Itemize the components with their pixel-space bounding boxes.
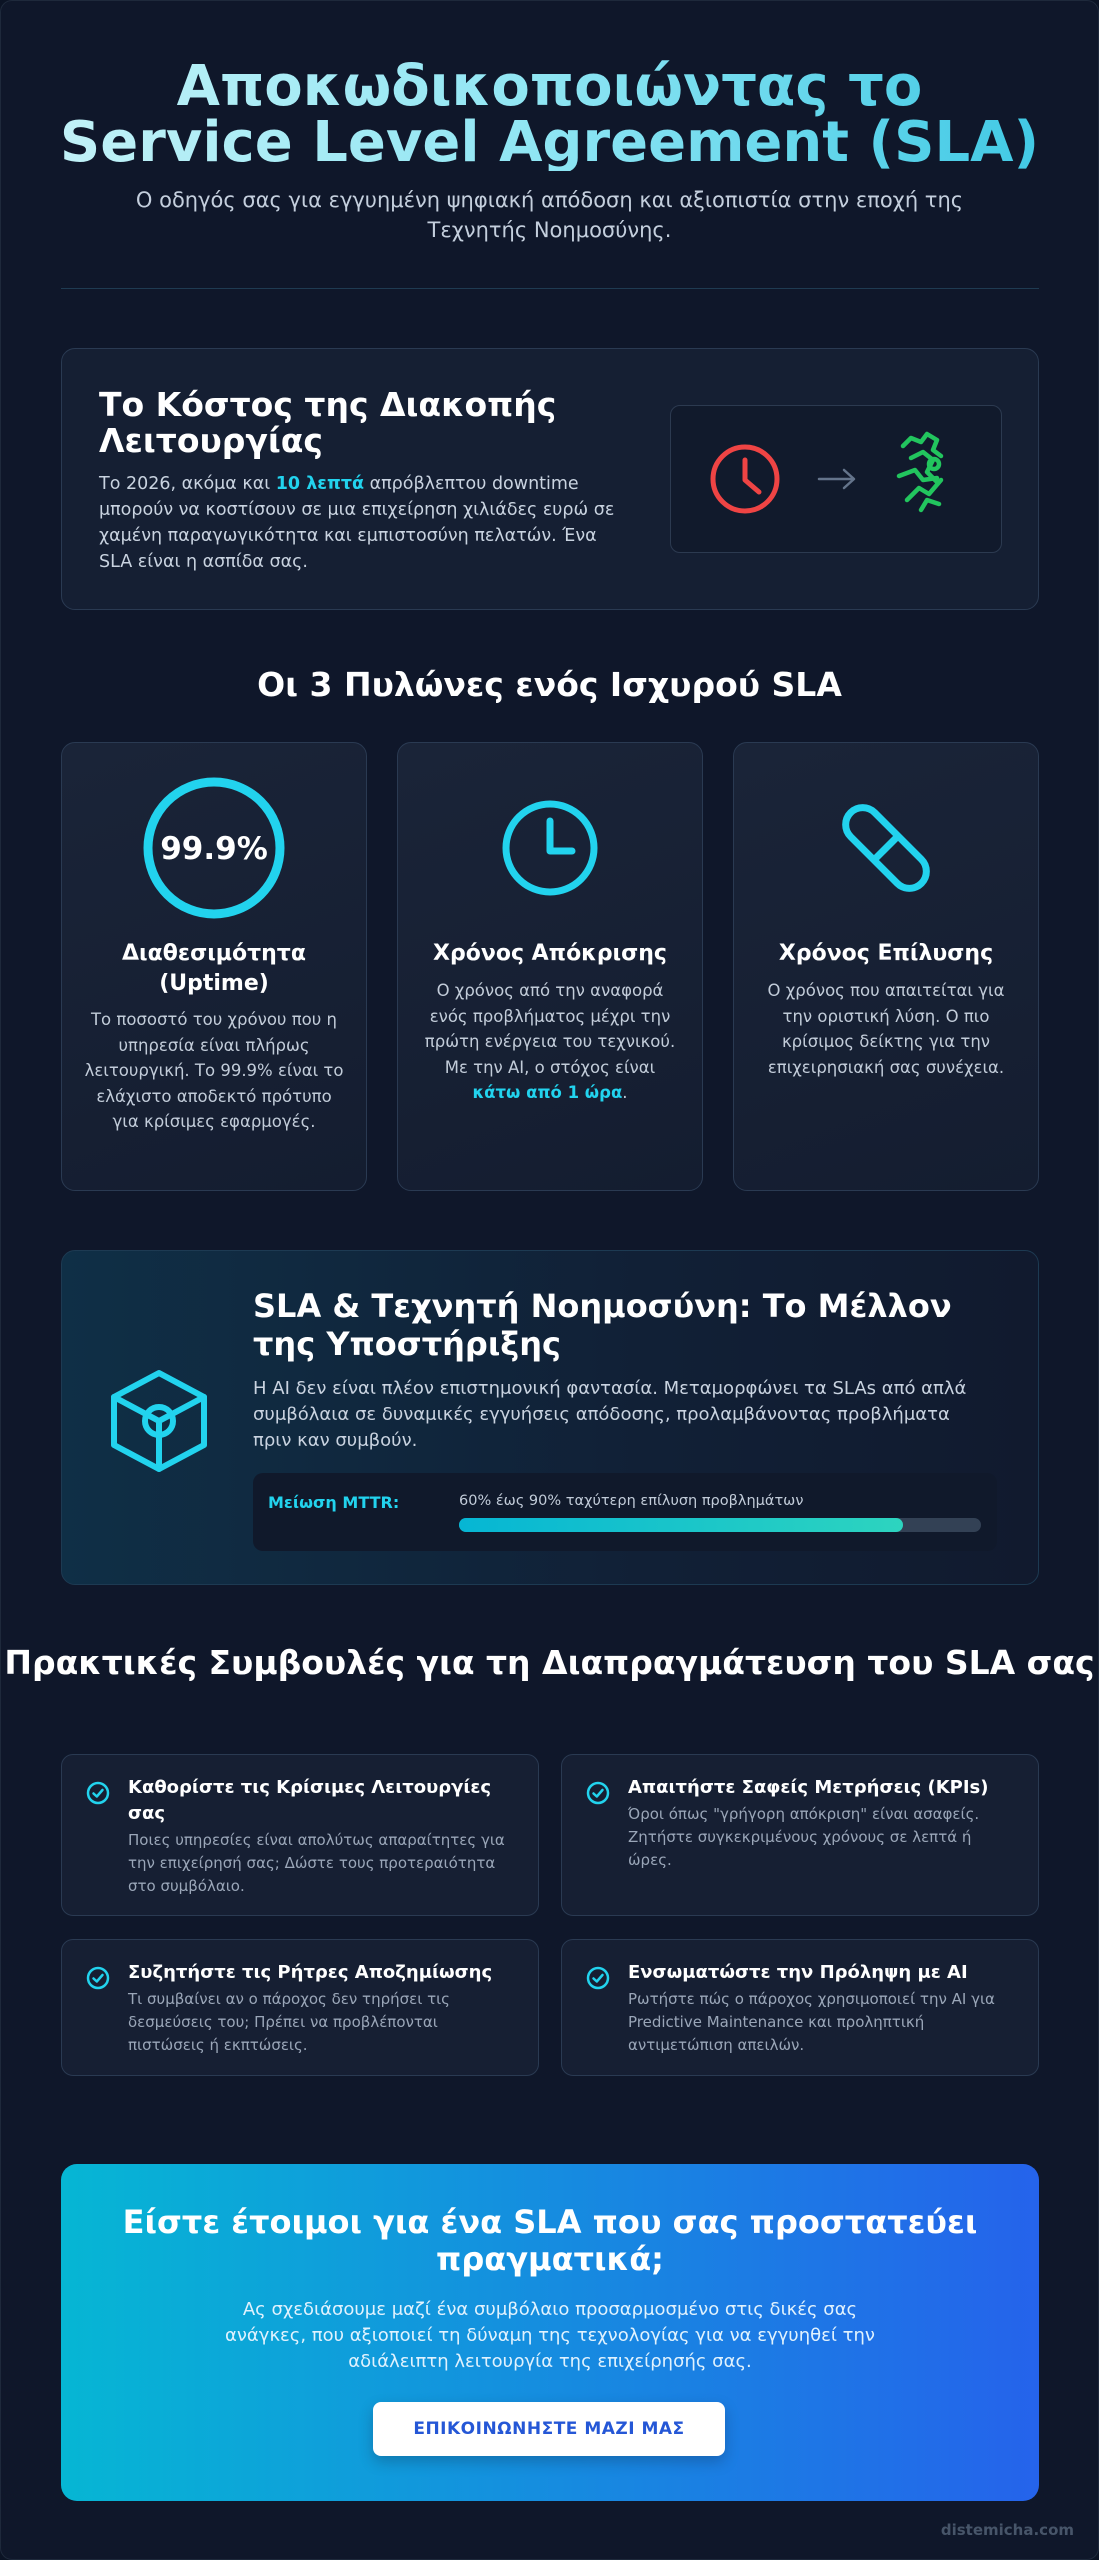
mttr-metric [253, 1473, 997, 1551]
uptime-badge-value: 99.9% [160, 831, 268, 867]
check-circle-icon [586, 1781, 610, 1805]
tip-text: Ποιες υπηρεσίες είναι απολύτως απαραίτητες για την επιχείρησή σας; Δώστε τους προτεραιότητα στο συμβόλαιο. [128, 1831, 505, 1895]
page-title-line-2: Service Level Agreement (SLA) [59, 110, 1040, 175]
tip-title: Καθορίστε τις Κρίσιμες Λειτουργίες σας [128, 1777, 492, 1824]
pillars-title: Οι 3 Πυλώνες ενός Ισχυρού SLA [257, 665, 842, 704]
mttr-progress-fill [459, 1518, 903, 1532]
tip-text: Ρωτήστε πώς ο πάροχος χρησιμοποιεί την AI για Predictive Maintenance και προληπτική αντιμετώπιση απειλών. [628, 1990, 995, 2054]
pillar-title-response-time: Χρόνος Απόκρισης [433, 941, 667, 966]
downtime-cost-text-suffix: απρόβλεπτου downtime μπορούν να κοστίσουν σε μια επιχείρηση χιλιάδες ευρώ σε χαμένη παραγωγικότητα και εμπιστοσύνη πελατών. Ένα SLA είναι η ασπίδα σας. [99, 474, 615, 572]
response-time-text-prefix: Ο χρόνος από την αναφορά ενός προβλήματος μέχρι την πρώτη ενέργεια του τεχνικού. Με την AI, ο στόχος είναι [424, 981, 676, 1077]
tip-card-critical-functions [61, 1754, 539, 1916]
downtime-cost-highlight: 10 λεπτά [275, 474, 365, 494]
tip-title: Απαιτήστε Σαφείς Μετρήσεις (KPIs) [628, 1777, 989, 1798]
ai-cube-icon [104, 1365, 214, 1475]
pillar-title-resolution-time: Χρόνος Επίλυσης [778, 941, 994, 966]
ai-support-card [61, 1250, 1039, 1585]
downtime-cost-title: Το Κόστος της Διακοπής Λειτουργίας [99, 385, 557, 460]
pillar-card-uptime [61, 742, 367, 1191]
response-time-highlight: κάτω από 1 ώρα [472, 1083, 623, 1102]
uptime-ring-icon [62, 775, 366, 921]
mttr-label: Μείωση MTTR: [268, 1493, 400, 1512]
cta-banner [61, 2164, 1039, 2501]
downtime-cost-text [99, 471, 619, 575]
cta-text: Ας σχεδιάσουμε μαζί ένα συμβόλαιο προσαρμοσμένο στις δικές σας ανάγκες, που αξιοποιεί τη δύναμη της τεχνολογίας για να εγγυηθεί την αδιάλειπτη λειτουργία της επιχείρησής σας. [225, 2299, 875, 2372]
tips-title: Πρακτικές Συμβουλές για τη Διαπραγμάτευση του SLA σας [4, 1643, 1095, 1682]
clock-icon [713, 447, 777, 511]
page-title [1, 54, 1098, 175]
header-divider [61, 288, 1039, 289]
pillar-text-response-time [420, 978, 680, 1106]
downtime-cost-card [61, 348, 1039, 610]
ai-section-title: SLA & Τεχνητή Νοημοσύνη: Το Μέλλον της Υποστήριξης [253, 1287, 952, 1363]
pillar-title-uptime: Διαθεσιμότητα (Uptime) [122, 941, 306, 996]
footer-brand: distemicha.com [940, 2521, 1074, 2539]
pillar-card-resolution-time [733, 742, 1039, 1191]
pillar-text-uptime: Το ποσοστό του χρόνου που η υπηρεσία είναι πλήρως λειτουργική. Το 99.9% είναι το ελάχιστο αποδεκτό πρότυπο για κρίσιμες εφαρμογές. [84, 1010, 344, 1131]
page-title-line-1: Αποκωδικοποιώντας το [176, 54, 923, 119]
downtime-illustration [670, 405, 1002, 553]
broken-system-icon [899, 434, 941, 510]
tip-text: Τι συμβαίνει αν ο πάροχος δεν τηρήσει τις δεσμεύσεις του; Πρέπει να προβλέπονται πιστώσεις ή εκπτώσεις. [128, 1990, 450, 2054]
tip-title: Ενσωματώστε την Πρόληψη με AI [628, 1962, 968, 1983]
mttr-progress-bar [459, 1518, 981, 1532]
tip-card-ai-prevention [561, 1939, 1039, 2076]
pillar-text-resolution-time: Ο χρόνος που απαιτείται για την οριστική λύση. Ο πιο κρίσιμος δείκτης για την επιχειρησιακή σας συνέχεια. [767, 981, 1005, 1077]
arrow-right-icon [819, 470, 854, 488]
downtime-cost-text-prefix: Το 2026, ακόμα και [99, 474, 276, 494]
mttr-description: 60% έως 90% ταχύτερη επίλυση προβλημάτων [459, 1493, 804, 1509]
tip-card-kpis [561, 1754, 1039, 1916]
contact-us-button[interactable]: ΕΠΙΚΟΙΝΩΝΗΣΤΕ ΜΑΖΙ ΜΑΣ [373, 2402, 725, 2456]
tip-text: Όροι όπως "γρήγορη απόκριση" είναι ασαφείς. Ζητήστε συγκεκριμένους χρόνους σε λεπτά ή ώρες. [628, 1805, 980, 1869]
cta-title: Είστε έτοιμοι για ένα SLA που σας προστατεύει πραγματικά; [122, 2203, 978, 2278]
band-aid-icon [734, 775, 1038, 921]
response-time-text-suffix: . [622, 1083, 628, 1102]
check-circle-icon [586, 1966, 610, 1990]
page-subtitle: Ο οδηγός σας για εγγυημένη ψηφιακή απόδοση και αξιοπιστία στην εποχή της Τεχνητής Νοημοσύνης. [135, 188, 964, 242]
pillar-card-response-time [397, 742, 703, 1191]
check-circle-icon [86, 1966, 110, 1990]
ai-section-text: Η AI δεν είναι πλέον επιστημονική φαντασία. Μεταμορφώνει τα SLAs από απλά συμβόλαια σε δυναμικές εγγυήσεις απόδοσης, προλαμβάνοντας προβλήματα πριν καν συμβούν. [253, 1378, 967, 1451]
clock-icon [398, 775, 702, 921]
tip-card-compensation [61, 1939, 539, 2076]
tip-title: Συζητήστε τις Ρήτρες Αποζημίωσης [128, 1962, 493, 1983]
check-circle-icon [86, 1781, 110, 1805]
